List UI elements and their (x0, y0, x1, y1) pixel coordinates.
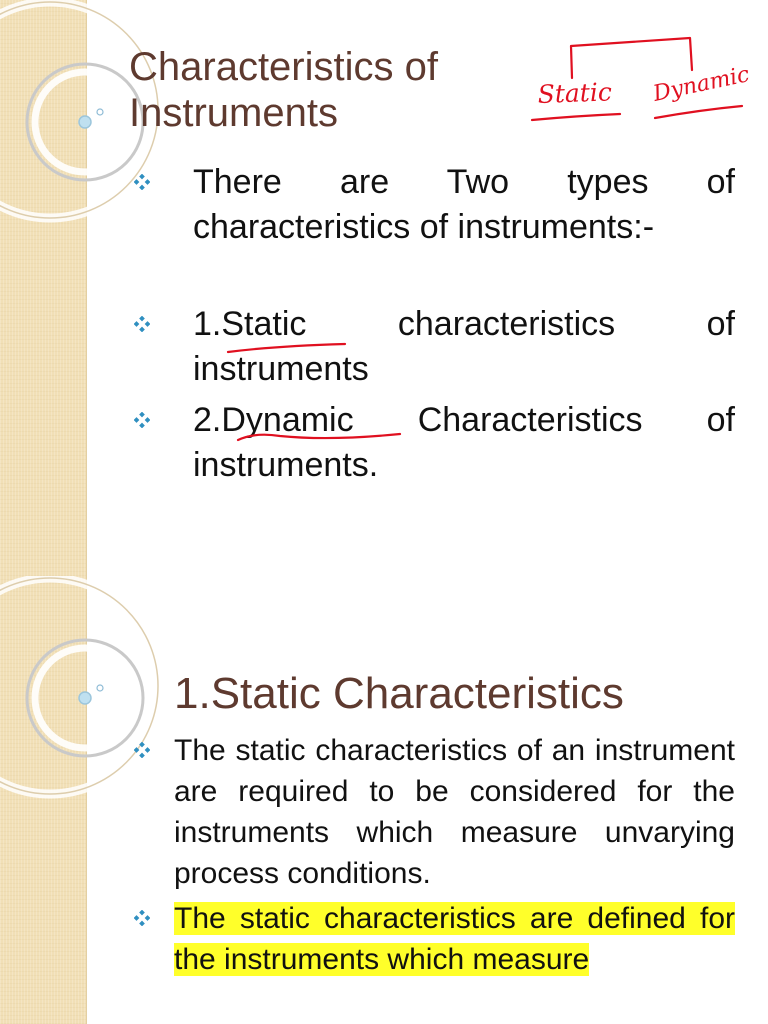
bullet-text: There are Two types of characteristics of instruments:- (193, 163, 735, 246)
diamond-bullet-icon (134, 412, 150, 428)
handwritten-dynamic-label: Dynamic (651, 62, 752, 107)
diamond-bullet-icon (134, 174, 150, 190)
bullet-text: 1.Static characteristics of instruments (193, 305, 735, 388)
handwritten-static-label: Static (537, 77, 613, 109)
yellow-highlight: The static characteristics are defined for the instruments which measure (174, 902, 735, 976)
bullet-text: 2.Dynamic Characteristics of instruments. (193, 401, 735, 484)
bracket-line (571, 38, 692, 78)
diamond-bullet-icon (134, 742, 150, 758)
diamond-bullet-icon (134, 316, 150, 332)
slide-title: 1.Static Characteristics (174, 669, 624, 718)
bullet-item (130, 898, 735, 980)
diamond-bullet-icon (134, 910, 150, 926)
ink-underline-static (532, 114, 620, 120)
bullet-list (130, 160, 735, 488)
slide-title: Characteristics of Instruments (129, 45, 438, 135)
bullet-item (130, 160, 735, 250)
ink-underline-dynamic (655, 106, 742, 118)
bullet-item (130, 730, 735, 894)
bullet-item (130, 398, 735, 488)
slide-static-characteristics (0, 576, 768, 1024)
bullet-text: The static characteristics of an instrument are required to be considered for the instruments which measure unvarying process conditions. (174, 734, 735, 890)
bullet-text-highlighted (174, 898, 735, 980)
bullet-list (130, 730, 735, 980)
bullet-item (130, 302, 735, 392)
